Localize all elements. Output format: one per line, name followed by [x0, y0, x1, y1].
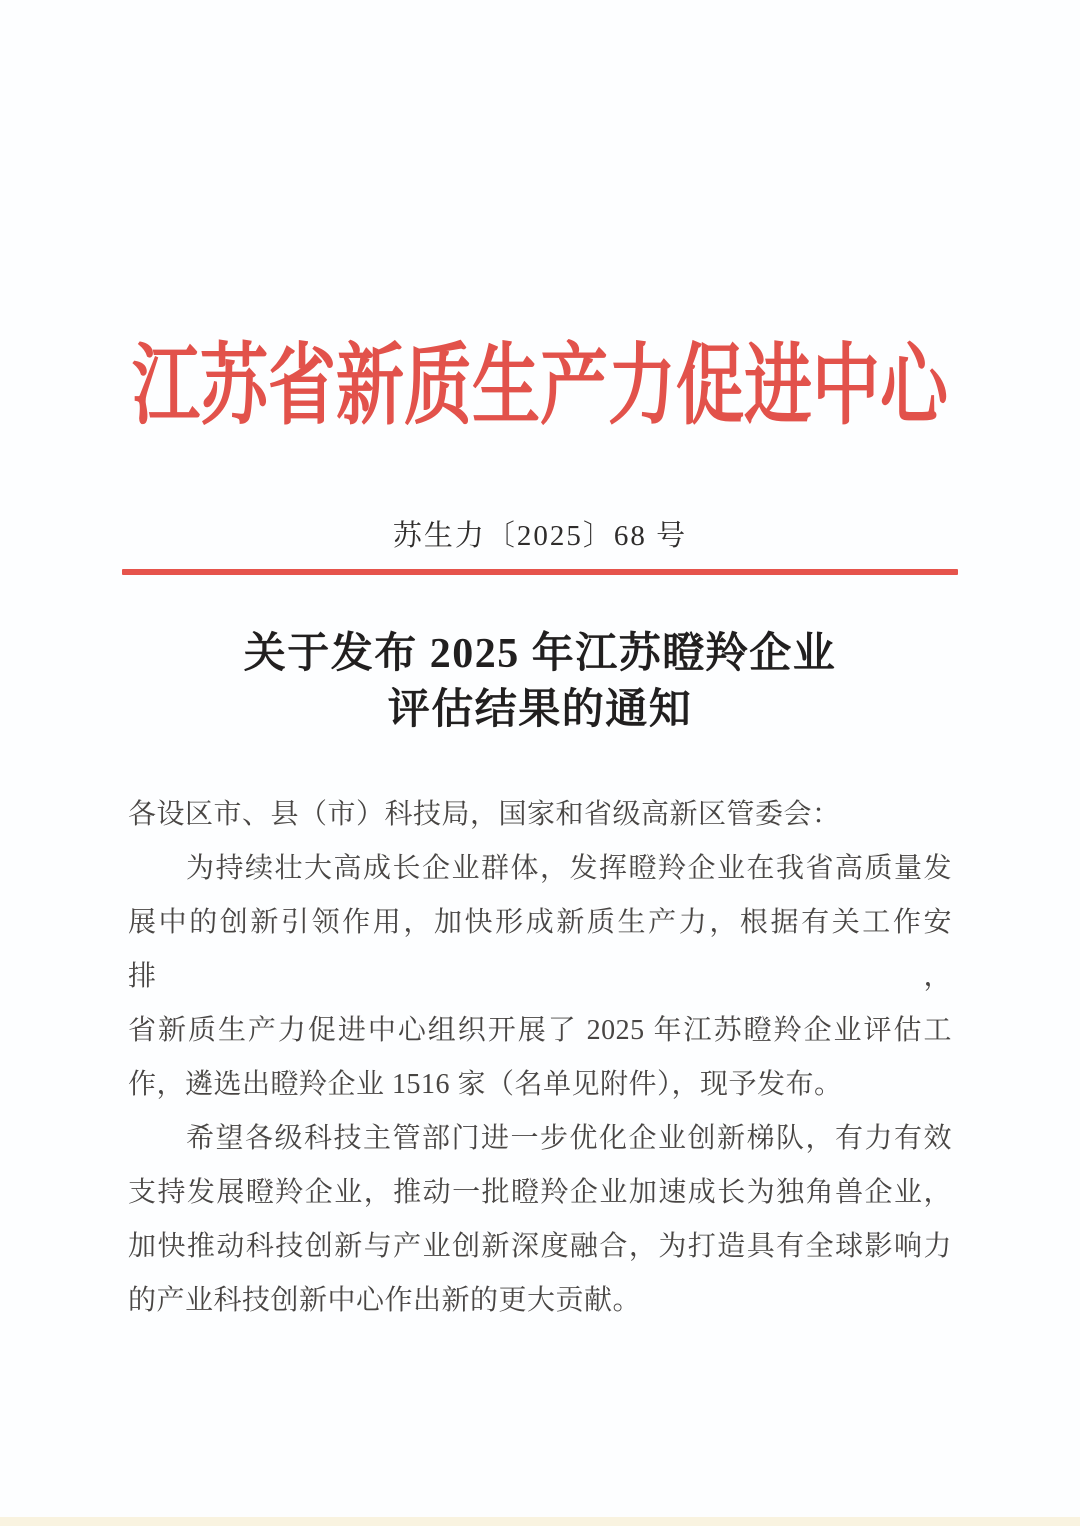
body-line: 的产业科技创新中心作出新的更大贡献。	[128, 1285, 642, 1316]
body-line: 展中的创新引领作用，加快形成新质生产力，根据有关工作安排，	[128, 907, 952, 992]
body-line: 作，遴选出瞪羚企业 1516 家（名单见附件），现予发布。	[128, 1069, 843, 1100]
body-line: 加快推动科技创新与产业创新深度融合，为打造具有全球影响力	[128, 1231, 952, 1262]
notice-body	[128, 788, 952, 1328]
body-line: 希望各级科技主管部门进一步优化企业创新梯队，有力有效	[186, 1123, 952, 1154]
body-line: 为持续壮大高成长企业群体，发挥瞪羚企业在我省高质量发	[186, 853, 952, 884]
letterhead-red-rule	[122, 569, 958, 575]
notice-title-line-2: 评估结果的通知	[387, 687, 693, 733]
scan-bottom-edge	[0, 1517, 1080, 1526]
letterhead-org-title: 江苏省新质生产力促进中心	[131, 336, 948, 436]
body-line-salutation: 各设区市、县（市）科技局，国家和省级高新区管委会：	[128, 799, 841, 830]
notice-title-line-1: 关于发布 2025 年江苏瞪羚企业	[243, 631, 837, 677]
body-line: 省新质生产力促进中心组织开展了 2025 年江苏瞪羚企业评估工	[128, 1015, 952, 1046]
body-line: 支持发展瞪羚企业，推动一批瞪羚企业加速成长为独角兽企业，	[128, 1177, 952, 1208]
document-reference-number: 苏生力〔2025〕68 号	[392, 520, 688, 552]
notice-title	[0, 626, 1080, 738]
